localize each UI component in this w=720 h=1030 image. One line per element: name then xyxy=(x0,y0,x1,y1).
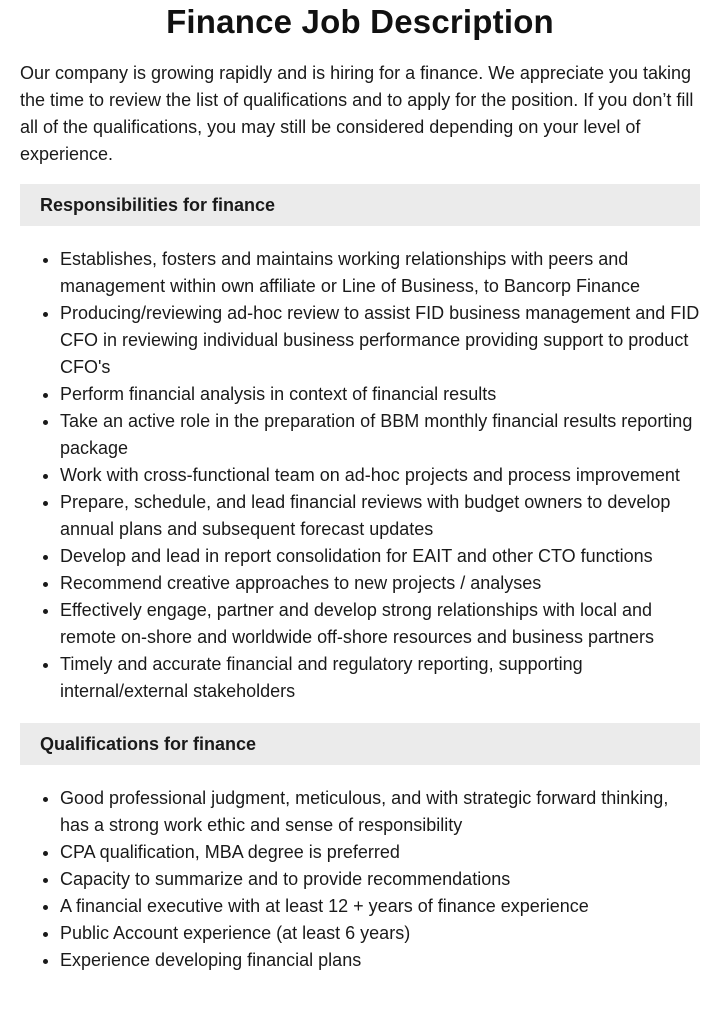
list-item: • Good professional judgment, meticulous, and with strategic forward thinking, has a strong work ethic and sense of responsibility xyxy=(60,785,700,839)
intro-paragraph: Our company is growing rapidly and is hiring for a finance. We appreciate you taking the time to review the list of qualifications and to apply for the position. If you don’t fill all of the qualifications, you may still be considered depending on your level of experience. xyxy=(20,63,694,164)
responsibilities-heading: Responsibilities for finance xyxy=(20,184,700,226)
list-item: • Capacity to summarize and to provide recommendations xyxy=(60,866,700,893)
list-item: • Prepare, schedule, and lead financial reviews with budget owners to develop annual plans and subsequent forecast updates xyxy=(60,489,700,543)
page-title: Finance Job Description xyxy=(166,3,554,40)
list-item: • Perform financial analysis in context of financial results xyxy=(60,381,700,408)
qualifications-list xyxy=(20,785,700,974)
responsibilities-list xyxy=(20,246,700,705)
list-item: • Work with cross-functional team on ad-hoc projects and process improvement xyxy=(60,462,700,489)
list-item: • Take an active role in the preparation of BBM monthly financial results reporting package xyxy=(60,408,700,462)
list-item: • Develop and lead in report consolidation for EAIT and other CTO functions xyxy=(60,543,700,570)
list-item: • Producing/reviewing ad-hoc review to assist FID business management and FID CFO in reviewing individual business performance providing support to product CFO's xyxy=(60,300,700,381)
list-item: • Experience developing financial plans xyxy=(60,947,700,974)
list-item: • Effectively engage, partner and develop strong relationships with local and remote on-shore and worldwide off-shore resources and business partners xyxy=(60,597,700,651)
list-item: • Timely and accurate financial and regulatory reporting, supporting internal/external stakeholders xyxy=(60,651,700,705)
qualifications-heading: Qualifications for finance xyxy=(20,723,700,765)
list-item: • A financial executive with at least 12 + years of finance experience xyxy=(60,893,700,920)
list-item: • Recommend creative approaches to new projects / analyses xyxy=(60,570,700,597)
list-item: • Public Account experience (at least 6 years) xyxy=(60,920,700,947)
list-item: • CPA qualification, MBA degree is preferred xyxy=(60,839,700,866)
list-item: • Establishes, fosters and maintains working relationships with peers and management within own affiliate or Line of Business, to Bancorp Finance xyxy=(60,246,700,300)
